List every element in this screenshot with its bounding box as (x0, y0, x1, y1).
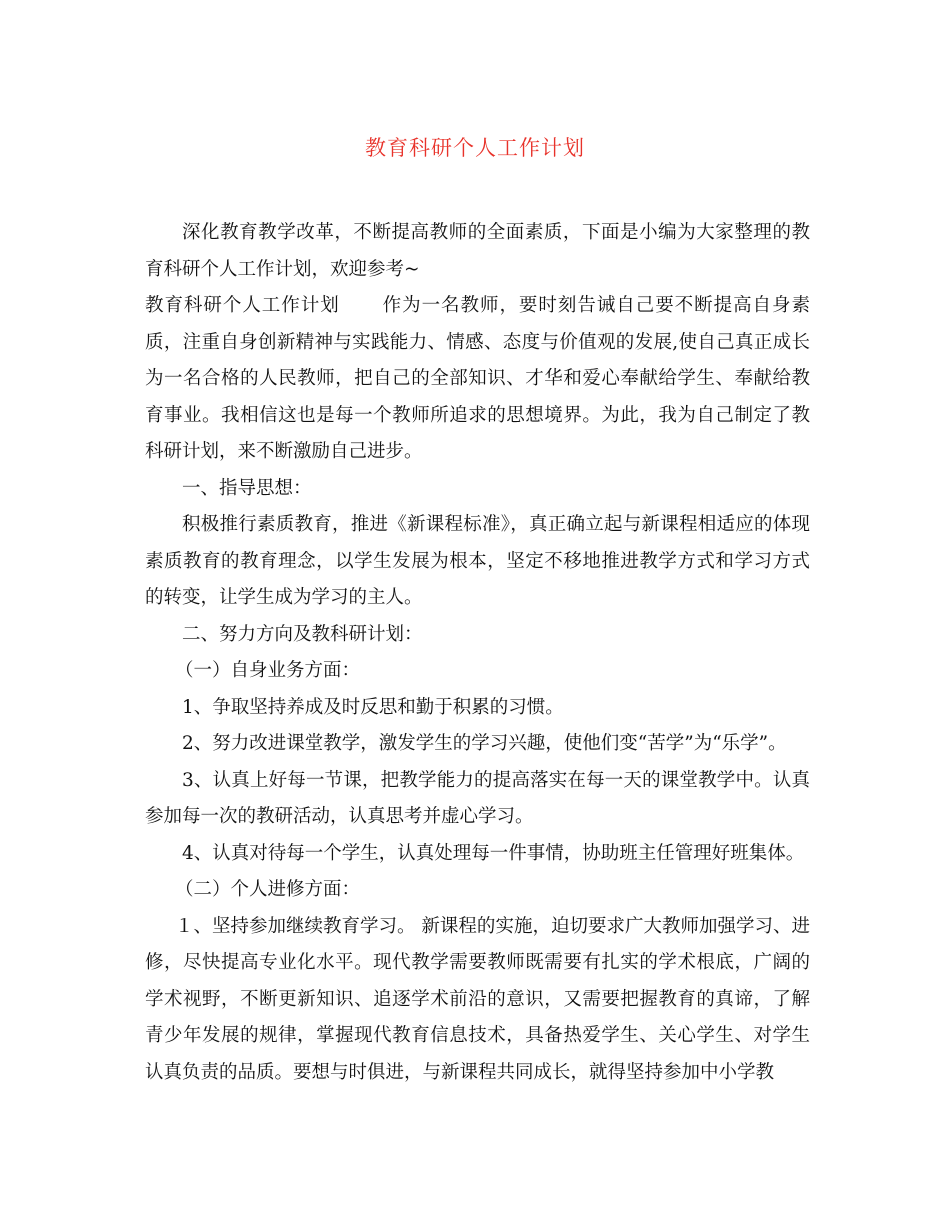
list-item: 4、认真对待每一个学生，认真处理每一件事情，协助班主任管理好班集体。 (182, 842, 805, 864)
overview-text: 作为一名教师，要时刻告诫自己要不断提高自身素质，注重自身创新精神与实践能力、情感、态度与价值观的发展,使自己真正成长为一名合格的人民教师，把自己的全部知识、才华和爱心奉献给学生、奉献给教育事业。我相信这也是每一个教师所追求的思想境界。为此，我为自己制定了教科研计划，来不断激励自己进步。 (145, 295, 810, 462)
list-item: 3、认真上好每一节课，把教学能力的提高落实在每一天的课堂教学中。认真参加每一次的教研活动，认真思考并虚心学习。 (145, 769, 810, 827)
inline-heading: 教育科研个人工作计划 (145, 295, 340, 316)
guiding-thought-paragraph: 积极推行素质教育，推进《新课程标准》，真正确立起与新课程相适应的体现素质教育的教育理念，以学生发展为根本，坚定不移地推进教学方式和学习方式的转变，让学生成为学习的主人。 (145, 514, 810, 608)
document-body (145, 215, 810, 1091)
list-item: 1、争取坚持养成及时反思和勤于积累的习惯。 (182, 696, 564, 718)
subsection-heading-personal-study: （二）个人进修方面： (175, 879, 361, 900)
section-heading-guiding-thought: 一、指导思想： (182, 477, 312, 499)
overview-paragraph (145, 288, 810, 471)
intro-paragraph: 深化教育教学改革，不断提高教师的全面素质，下面是小编为大家整理的教育科研个人工作计划，欢迎参考~ (145, 222, 810, 280)
section-heading-direction-plan: 二、努力方向及教科研计划： (182, 623, 423, 645)
list-item: １、坚持参加继续教育学习。 新课程的实施，迫切要求广大教师加强学习、进修，尽快提高专业化水平。现代教学需要教师既需要有扎实的学术根底，广阔的学术视野，不断更新知识、追逐学术前沿的意识，又需要把握教育的真谛，了解青少年发展的规律，掌握现代教育信息技术，具备热爱学生、关心学生、对学生认真负责的品质。要想与时俱进，与新课程共同成长，就得坚持参加中小学教 (145, 915, 810, 1083)
list-item: 2、努力改进课堂教学，激发学生的学习兴趣，使他们变“苦学”为“乐学”。 (182, 733, 787, 754)
subsection-heading-professional: （一）自身业务方面： (175, 660, 361, 681)
document-title: 教育科研个人工作计划 (365, 136, 585, 160)
